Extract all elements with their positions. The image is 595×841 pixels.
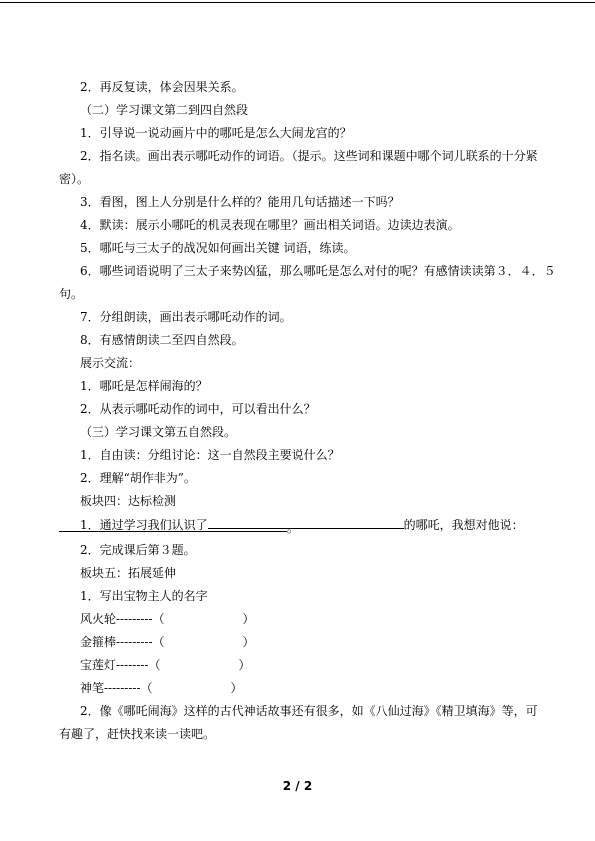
text-line-continuation: 有趣了，赶快找来读一读吧。 <box>59 727 216 741</box>
text-line: 7．分组朗读，画出表示哪吒动作的词。 <box>80 310 292 324</box>
fill-middle: 的哪吒，我想对他说： <box>403 518 524 532</box>
fill-prefix: 1．通过学习我们认识了 <box>80 518 208 532</box>
treasure-item <box>80 658 250 672</box>
treasure-name: 宝莲灯--------（ <box>80 658 161 672</box>
text-line: 1．引导说一说动画片中的哪吒是怎么大闹龙宫的？ <box>80 126 352 140</box>
text-line: 1．哪吒是怎样闹海的？ <box>80 379 208 393</box>
text-line: 8．有感情朗读二至四自然段。 <box>80 333 244 347</box>
close-paren: ） <box>230 681 243 695</box>
block-heading: 板块五：拓展延伸 <box>80 566 177 580</box>
text-line: 1．自由读：分组讨论：这一自然段主要说什么？ <box>80 448 340 462</box>
close-paren: ） <box>242 612 255 626</box>
page-number: 2 / 2 <box>282 779 313 793</box>
treasure-item <box>80 635 255 649</box>
answer-blank-2[interactable] <box>59 520 287 532</box>
text-line: 5．哪吒与三太子的战况如何画出关键 词语，练读。 <box>80 241 356 255</box>
text-line: 4．默读：展示小哪吒的机灵表现在哪里？画出相关词语。边读边表演。 <box>80 218 460 232</box>
text-line: 2．像《哪吒闹海》这样的古代神话故事还有很多，如《八仙过海》《精卫填海》等，可 <box>80 704 538 718</box>
text-line: 3．看图，图上人分别是什么样的？能用几句话描述一下吗？ <box>80 195 400 209</box>
treasure-name: 风火轮---------（ <box>80 612 165 626</box>
text-line: 2．指名读。画出表示哪吒动作的词语。（提示。这些词和课题中哪个词儿联系的十分紧 <box>80 149 538 163</box>
text-line-continuation: 密）。 <box>59 172 90 186</box>
treasure-item <box>80 612 255 626</box>
close-paren: ） <box>238 658 251 672</box>
block-heading: 板块四：达标检测 <box>80 494 177 508</box>
text-line-continuation: 句。 <box>59 287 84 301</box>
text-line: 2．完成课后第３题。 <box>80 543 196 557</box>
fill-end: 。 <box>287 521 300 535</box>
top-border-line <box>0 2 595 3</box>
fill-in-line-2 <box>59 520 299 535</box>
subheading: 展示交流： <box>80 356 141 370</box>
treasure-name: 神笔---------（ <box>80 681 153 695</box>
treasure-name: 金箍棒---------（ <box>80 635 165 649</box>
text-line: 1．写出宝物主人的名字 <box>80 589 208 603</box>
text-line: 2．从表示哪吒动作的词中，可以看出什么？ <box>80 402 316 416</box>
text-line: 6．哪些词语说明了三太子来势凶猛，那么哪吒是怎么对付的呢？有感情读读第３．４．５ <box>80 264 556 278</box>
section-heading: （二）学习课文第二到四自然段 <box>80 103 249 117</box>
text-line: 2．再反复读，体会因果关系。 <box>80 80 244 94</box>
treasure-item <box>80 681 243 695</box>
text-line: 2．理解“胡作非为”。 <box>80 471 196 485</box>
section-heading: （三）学习课文第五自然段。 <box>80 425 237 439</box>
close-paren: ） <box>242 635 255 649</box>
